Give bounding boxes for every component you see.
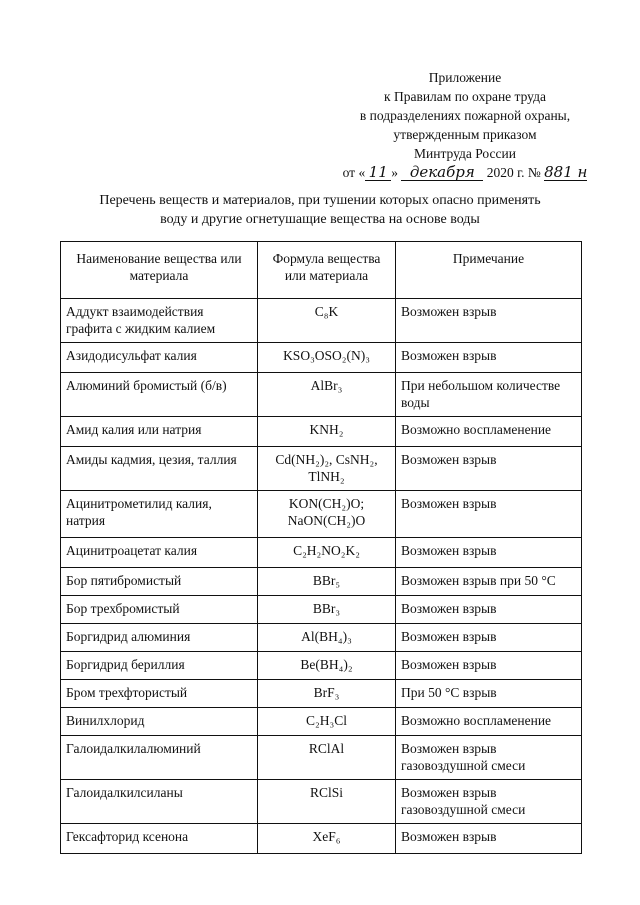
order-month: декабря: [401, 165, 483, 181]
substance-formula: BrF₃: [258, 680, 396, 708]
date-prefix: от «: [342, 165, 366, 180]
table-row: [61, 780, 582, 824]
substance-formula: RClAl: [258, 736, 396, 780]
substance-formula: BBr₅: [258, 568, 396, 596]
title-line: воду и другие огнетушащие вещества на основе воды: [160, 212, 480, 227]
table-row: [61, 596, 582, 624]
substance-note: Возможен взрыв: [396, 538, 582, 568]
substance-formula: XeF₆: [258, 824, 396, 854]
substance-formula: Be(BH₄)₂: [258, 652, 396, 680]
substance-name: Боргидрид бериллия: [61, 652, 258, 680]
substance-name: Боргидрид алюминия: [61, 624, 258, 652]
substance-formula: C₂H₃Cl: [258, 708, 396, 736]
substance-name: Бром трехфтористый: [61, 680, 258, 708]
appendix-line: утвержденным приказом: [393, 127, 537, 142]
table-row: [61, 824, 582, 854]
substance-formula: Al(BH₄)₃: [258, 624, 396, 652]
substance-note: Возможен взрыв газовоздушной смеси: [396, 736, 582, 780]
substance-note: Возможен взрыв газовоздушной смеси: [396, 780, 582, 824]
substance-name: Ацинитроацетат калия: [61, 538, 258, 568]
substance-note: Возможен взрыв: [396, 652, 582, 680]
table-row: [61, 417, 582, 447]
table-row: [61, 373, 582, 417]
table-row: [61, 343, 582, 373]
substance-formula: KSO₃OSO₂(N)₃: [258, 343, 396, 373]
substance-name: Амиды кадмия, цезия, таллия: [61, 447, 258, 491]
substance-note: Возможно воспламенение: [396, 708, 582, 736]
substance-formula: KNH₂: [258, 417, 396, 447]
column-header-name: Наименование вещества или материала: [61, 242, 258, 299]
title-line: Перечень веществ и материалов, при тушении которых опасно применять: [99, 193, 541, 208]
table-row: [61, 491, 582, 538]
order-year: 2020 г. №: [486, 165, 541, 180]
substance-formula: C₂H₂NO₂K₂: [258, 538, 396, 568]
appendix-line: к Правилам по охране труда: [384, 89, 546, 104]
substance-name: Галоидалкилсиланы: [61, 780, 258, 824]
substance-name: Алюминий бромистый (б/в): [61, 373, 258, 417]
table-body: [61, 299, 582, 854]
table-row: [61, 447, 582, 491]
table-row: [61, 568, 582, 596]
substance-name: Галоидалкилалюминий: [61, 736, 258, 780]
substance-formula: RClSi: [258, 780, 396, 824]
substance-note: Возможен взрыв: [396, 299, 582, 343]
date-quote-close: »: [391, 165, 398, 180]
substance-name: Гексафторид ксенона: [61, 824, 258, 854]
substance-note: Возможен взрыв: [396, 491, 582, 538]
column-header-formula: Формула вещества или материала: [258, 242, 396, 299]
appendix-line: Минтруда России: [414, 146, 516, 161]
substance-name: Бор пятибромистый: [61, 568, 258, 596]
table-row: [61, 538, 582, 568]
table-row: [61, 299, 582, 343]
substance-name: Ацинитрометилид калия, натрия: [61, 491, 258, 538]
appendix-line: Приложение: [428, 70, 502, 85]
document-title: [60, 191, 580, 229]
table-row: [61, 624, 582, 652]
appendix-line: в подразделениях пожарной охраны,: [359, 108, 571, 123]
substance-note: Возможен взрыв: [396, 447, 582, 491]
substance-note: Возможен взрыв: [396, 624, 582, 652]
substance-note: Возможен взрыв: [396, 596, 582, 624]
substance-formula: Cd(NH₂)₂, CsNH₂, TlNH₂: [258, 447, 396, 491]
substance-note: При небольшом количестве воды: [396, 373, 582, 417]
substance-formula: AlBr₃: [258, 373, 396, 417]
substance-name: Винилхлорид: [61, 708, 258, 736]
substances-table: [60, 241, 582, 854]
table-header-row: [61, 242, 582, 299]
substance-note: Возможен взрыв при 50 °С: [396, 568, 582, 596]
substance-name: Аддукт взаимодействия графита с жидким калием: [61, 299, 258, 343]
substance-formula: BBr₃: [258, 596, 396, 624]
substance-note: Возможен взрыв: [396, 824, 582, 854]
substance-note: При 50 °С взрыв: [396, 680, 582, 708]
order-day: 11: [365, 165, 391, 181]
substance-name: Бор трехбромистый: [61, 596, 258, 624]
substance-note: Возможно воспламенение: [396, 417, 582, 447]
table-row: [61, 652, 582, 680]
substance-name: Азидодисульфат калия: [61, 343, 258, 373]
substance-note: Возможен взрыв: [396, 343, 582, 373]
substance-formula: KON(CH₂)O; NaON(CH₂)O: [258, 491, 396, 538]
order-number: 881 н: [544, 163, 588, 181]
table-row: [61, 736, 582, 780]
column-header-note: Примечание: [396, 242, 582, 299]
order-date-line: [330, 163, 600, 182]
appendix-header: [330, 68, 600, 182]
substance-name: Амид калия или натрия: [61, 417, 258, 447]
table-row: [61, 708, 582, 736]
table-row: [61, 680, 582, 708]
substance-formula: C₈K: [258, 299, 396, 343]
